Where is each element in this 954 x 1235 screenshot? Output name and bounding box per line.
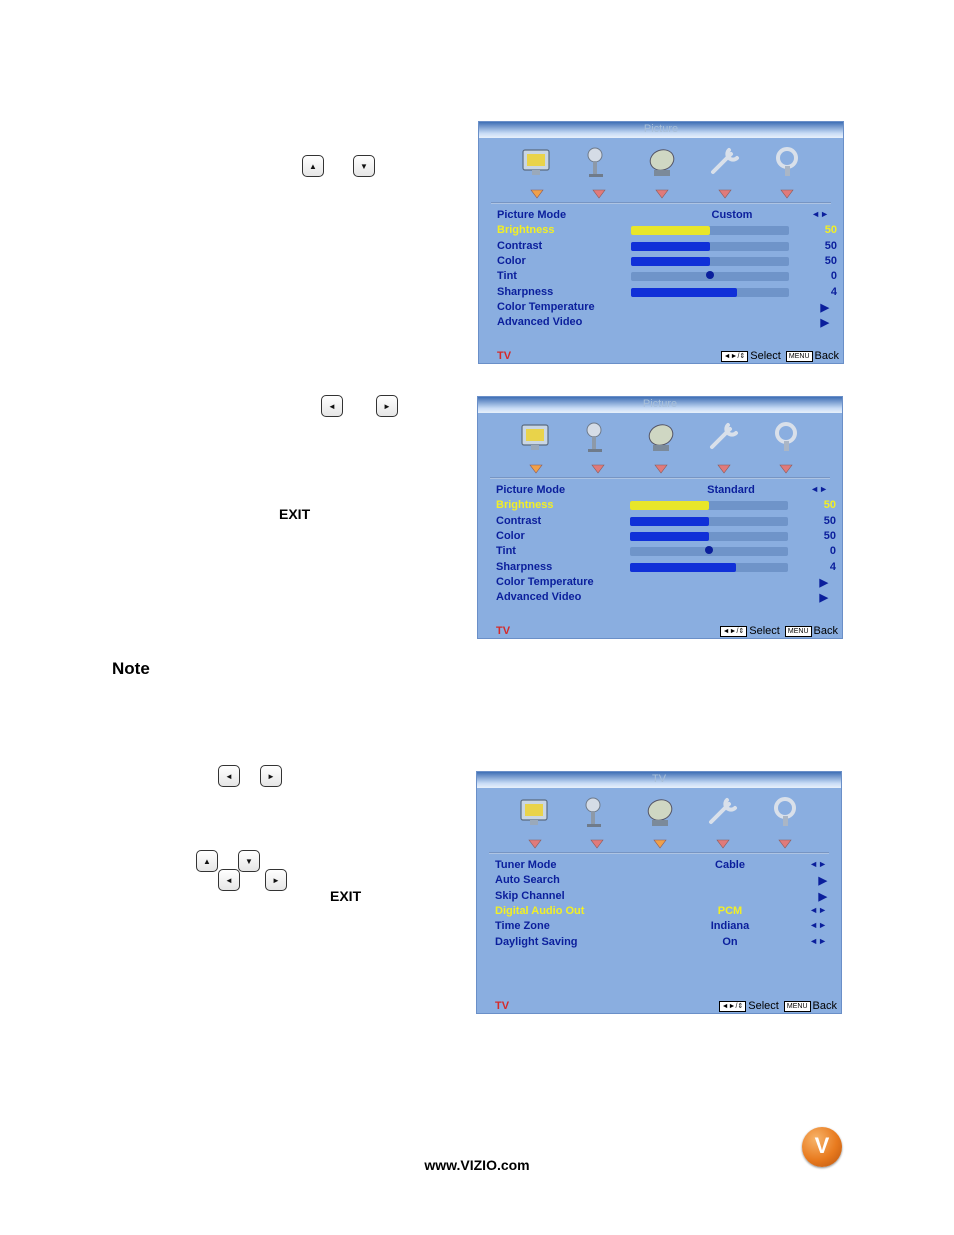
submenu-arrow-icon: ▶ bbox=[818, 875, 827, 888]
picture-icon[interactable] bbox=[517, 794, 553, 830]
osd-menu-item-label: Daylight Saving bbox=[495, 935, 578, 948]
osd-menu-item-label: Picture Mode bbox=[497, 209, 567, 221]
left-right-arrows-icon: ◄► bbox=[809, 904, 827, 915]
osd-menu-item-label: Advanced Video bbox=[497, 316, 583, 329]
tab-indicator-icon bbox=[654, 461, 668, 471]
osd-menu-item[interactable] bbox=[497, 316, 837, 331]
nav-keys-icon: ◄►/⇕ bbox=[720, 626, 748, 637]
osd-menu-item[interactable] bbox=[495, 920, 835, 935]
tv-icon[interactable] bbox=[643, 419, 679, 455]
tv-icon[interactable] bbox=[644, 144, 680, 180]
picture-icon[interactable] bbox=[519, 144, 555, 180]
osd-menu-item[interactable] bbox=[496, 484, 836, 499]
level-bar[interactable] bbox=[631, 226, 789, 235]
tab-indicator-icon bbox=[718, 186, 732, 196]
down-key-icon: ▼ bbox=[353, 155, 375, 177]
osd-menu-item-value: 0 bbox=[829, 545, 836, 558]
left-key-icon: ◄ bbox=[321, 395, 343, 417]
help-icon[interactable] bbox=[769, 144, 805, 180]
submenu-arrow-icon: ▶ bbox=[819, 576, 828, 589]
level-bar-fill bbox=[631, 242, 710, 251]
help-icon[interactable] bbox=[767, 794, 803, 830]
osd-menu-item-label: Tint bbox=[496, 545, 516, 558]
submenu-arrow-icon: ▶ bbox=[818, 890, 827, 903]
osd-footer-hint bbox=[717, 1000, 837, 1012]
tab-indicator-icon bbox=[717, 461, 731, 471]
exit-label: EXIT bbox=[279, 506, 311, 522]
nav-keys-icon: ◄►/⇕ bbox=[721, 351, 749, 362]
left-key-icon: ◄ bbox=[218, 869, 240, 891]
osd-menu-item-value: Indiana bbox=[710, 920, 750, 933]
level-bar[interactable] bbox=[630, 547, 788, 556]
level-bar-fill bbox=[631, 226, 710, 235]
submenu-arrow-icon: ▶ bbox=[820, 317, 829, 330]
tab-indicator-icon bbox=[653, 836, 667, 846]
osd-menu-item[interactable] bbox=[496, 561, 836, 576]
osd-menu-item-label: Picture Mode bbox=[496, 484, 566, 496]
level-bar[interactable] bbox=[630, 517, 788, 526]
level-bar[interactable] bbox=[630, 563, 788, 572]
osd-menu-item-label: Tint bbox=[497, 270, 517, 283]
tab-indicator-icon bbox=[716, 836, 730, 846]
left-right-arrows-icon: ◄► bbox=[811, 209, 829, 219]
tab-indicator-icon bbox=[591, 461, 605, 471]
osd-menu-item[interactable] bbox=[496, 515, 836, 530]
osd-menu-item-label: Digital Audio Out bbox=[495, 904, 585, 917]
level-bar[interactable] bbox=[631, 257, 789, 266]
left-right-arrows-icon: ◄► bbox=[809, 935, 827, 946]
osd-menu-item-value: PCM bbox=[717, 904, 743, 917]
osd-menu-item-value: 50 bbox=[824, 239, 837, 252]
left-right-arrows-icon: ◄► bbox=[809, 859, 827, 869]
osd-menu-item-label: Color Temperature bbox=[496, 575, 594, 588]
setup-icon[interactable] bbox=[706, 419, 742, 455]
osd-input-label: TV bbox=[496, 625, 511, 637]
osd-menu-item[interactable] bbox=[497, 286, 837, 301]
right-key-icon: ► bbox=[265, 869, 287, 891]
tv-menu-osd bbox=[476, 771, 842, 1014]
osd-menu-item-value: 50 bbox=[824, 224, 837, 237]
menu-key-icon: MENU bbox=[784, 1001, 811, 1012]
exit-label: EXIT bbox=[330, 888, 362, 904]
osd-menu-item-label: Color bbox=[497, 254, 526, 267]
level-bar[interactable] bbox=[630, 501, 788, 510]
setup-icon[interactable] bbox=[705, 794, 741, 830]
osd-input-label: TV bbox=[497, 350, 512, 362]
tab-indicator-icon bbox=[529, 461, 543, 471]
osd-menu-item[interactable] bbox=[495, 905, 835, 920]
level-bar-fill bbox=[630, 501, 709, 510]
picture-icon[interactable] bbox=[518, 419, 554, 455]
level-bar-fill bbox=[631, 257, 710, 266]
osd-tab-indicators bbox=[478, 461, 842, 473]
osd-menu-item-value: Standard bbox=[707, 484, 755, 496]
osd-menu-item[interactable] bbox=[496, 591, 836, 606]
left-right-arrows-icon: ◄► bbox=[809, 920, 827, 931]
osd-menu-item-value: 4 bbox=[829, 560, 836, 573]
osd-tab-indicators bbox=[477, 836, 841, 848]
osd-menu-item[interactable] bbox=[497, 209, 837, 224]
osd-menu-item[interactable] bbox=[495, 936, 835, 951]
osd-menu-item-value: 50 bbox=[823, 499, 836, 512]
osd-menu-item[interactable] bbox=[496, 499, 836, 514]
down-key-icon: ▼ bbox=[238, 850, 260, 872]
osd-menu-item-label: Color Temperature bbox=[497, 300, 595, 313]
tab-indicator-icon bbox=[780, 186, 794, 196]
tint-knob bbox=[705, 546, 713, 554]
tab-indicator-icon bbox=[655, 186, 669, 196]
osd-menu-tabs bbox=[478, 419, 842, 459]
osd-menu-item[interactable] bbox=[495, 874, 835, 889]
osd-menu-item[interactable] bbox=[495, 859, 835, 874]
help-icon[interactable] bbox=[768, 419, 804, 455]
osd-menu-item[interactable] bbox=[497, 301, 837, 316]
level-bar-fill bbox=[630, 563, 736, 572]
osd-footer-hint bbox=[719, 350, 839, 362]
osd-menu-item[interactable] bbox=[495, 890, 835, 905]
menu-key-icon: MENU bbox=[785, 626, 812, 637]
right-key-icon: ► bbox=[260, 765, 282, 787]
level-bar-fill bbox=[631, 288, 737, 297]
level-bar[interactable] bbox=[630, 532, 788, 541]
website-url: www.VIZIO.com bbox=[424, 1157, 530, 1173]
osd-menu-item[interactable] bbox=[497, 224, 837, 239]
osd-menu-tabs bbox=[479, 144, 843, 184]
tab-indicator-icon bbox=[779, 461, 793, 471]
tab-indicator-icon bbox=[590, 836, 604, 846]
osd-menu-item-value: 50 bbox=[823, 529, 836, 542]
menu-key-icon: MENU bbox=[786, 351, 813, 362]
level-bar-fill bbox=[630, 517, 709, 526]
level-bar-fill bbox=[630, 532, 709, 541]
vizio-logo-letter: V bbox=[814, 1133, 830, 1158]
osd-menu-item-label: Advanced Video bbox=[496, 591, 582, 604]
audio-icon[interactable] bbox=[579, 794, 615, 830]
setup-icon[interactable] bbox=[707, 144, 743, 180]
vizio-logo bbox=[802, 1127, 842, 1167]
picture-menu-osd-standard bbox=[477, 396, 843, 639]
osd-menu-item-value: On bbox=[722, 935, 738, 948]
osd-title: TV bbox=[651, 773, 667, 785]
osd-menu-item-label: Color bbox=[496, 529, 525, 542]
back-hint: Back bbox=[812, 1000, 837, 1012]
osd-menu-item-label: Time Zone bbox=[495, 920, 550, 933]
level-bar[interactable] bbox=[631, 272, 789, 281]
select-hint: Select bbox=[750, 350, 781, 362]
tab-indicator-icon bbox=[528, 836, 542, 846]
left-right-arrows-icon: ◄► bbox=[810, 484, 828, 494]
left-key-icon: ◄ bbox=[218, 765, 240, 787]
osd-menu-item[interactable] bbox=[496, 576, 836, 591]
up-key-icon: ▲ bbox=[302, 155, 324, 177]
osd-menu-item-label: Sharpness bbox=[497, 285, 554, 298]
osd-menu-item-label: Auto Search bbox=[495, 874, 560, 887]
level-bar[interactable] bbox=[631, 288, 789, 297]
osd-footer-hint bbox=[718, 625, 838, 637]
osd-title: Picture bbox=[642, 398, 678, 410]
osd-menu-item-value: 50 bbox=[824, 254, 837, 267]
submenu-arrow-icon: ▶ bbox=[819, 592, 828, 605]
osd-menu-item-label: Brightness bbox=[497, 224, 555, 237]
tab-indicator-icon bbox=[778, 836, 792, 846]
osd-menu-item-label: Contrast bbox=[497, 239, 543, 252]
osd-divider bbox=[489, 852, 829, 854]
tab-indicator-icon bbox=[592, 186, 606, 196]
osd-divider bbox=[491, 202, 831, 204]
osd-menu-item-value: 0 bbox=[830, 270, 837, 283]
osd-menu-item[interactable] bbox=[496, 530, 836, 545]
osd-input-label: TV bbox=[495, 1000, 510, 1012]
osd-menu-item-label: Tuner Mode bbox=[495, 859, 557, 871]
right-key-icon: ► bbox=[376, 395, 398, 417]
osd-menu-item[interactable] bbox=[497, 270, 837, 285]
osd-menu-item[interactable] bbox=[497, 255, 837, 270]
osd-menu-item[interactable] bbox=[496, 545, 836, 560]
nav-keys-icon: ◄►/⇕ bbox=[719, 1001, 747, 1012]
note-heading: Note bbox=[112, 659, 150, 678]
back-hint: Back bbox=[814, 350, 839, 362]
osd-menu-item-label: Skip Channel bbox=[495, 889, 565, 902]
tint-knob bbox=[706, 271, 714, 279]
back-hint: Back bbox=[813, 625, 838, 637]
osd-menu-item-label: Brightness bbox=[496, 499, 554, 512]
picture-menu-osd-custom bbox=[478, 121, 844, 364]
osd-divider bbox=[490, 477, 830, 479]
osd-menu-item-label: Sharpness bbox=[496, 560, 553, 573]
up-key-icon: ▲ bbox=[196, 850, 218, 872]
osd-tab-indicators bbox=[479, 186, 843, 198]
audio-icon[interactable] bbox=[581, 144, 617, 180]
tv-icon[interactable] bbox=[642, 794, 678, 830]
osd-menu-item[interactable] bbox=[497, 240, 837, 255]
osd-menu-item-value: Cable bbox=[715, 859, 745, 871]
level-bar[interactable] bbox=[631, 242, 789, 251]
submenu-arrow-icon: ▶ bbox=[820, 301, 829, 314]
osd-title: Picture bbox=[643, 123, 679, 135]
osd-menu-tabs bbox=[477, 794, 841, 834]
osd-menu-item-value: Custom bbox=[711, 209, 753, 221]
osd-menu-item-label: Contrast bbox=[496, 514, 542, 527]
audio-icon[interactable] bbox=[580, 419, 616, 455]
tab-indicator-icon bbox=[530, 186, 544, 196]
select-hint: Select bbox=[749, 625, 780, 637]
select-hint: Select bbox=[748, 1000, 779, 1012]
osd-menu-item-value: 50 bbox=[823, 514, 836, 527]
osd-menu-item-value: 4 bbox=[830, 285, 837, 298]
